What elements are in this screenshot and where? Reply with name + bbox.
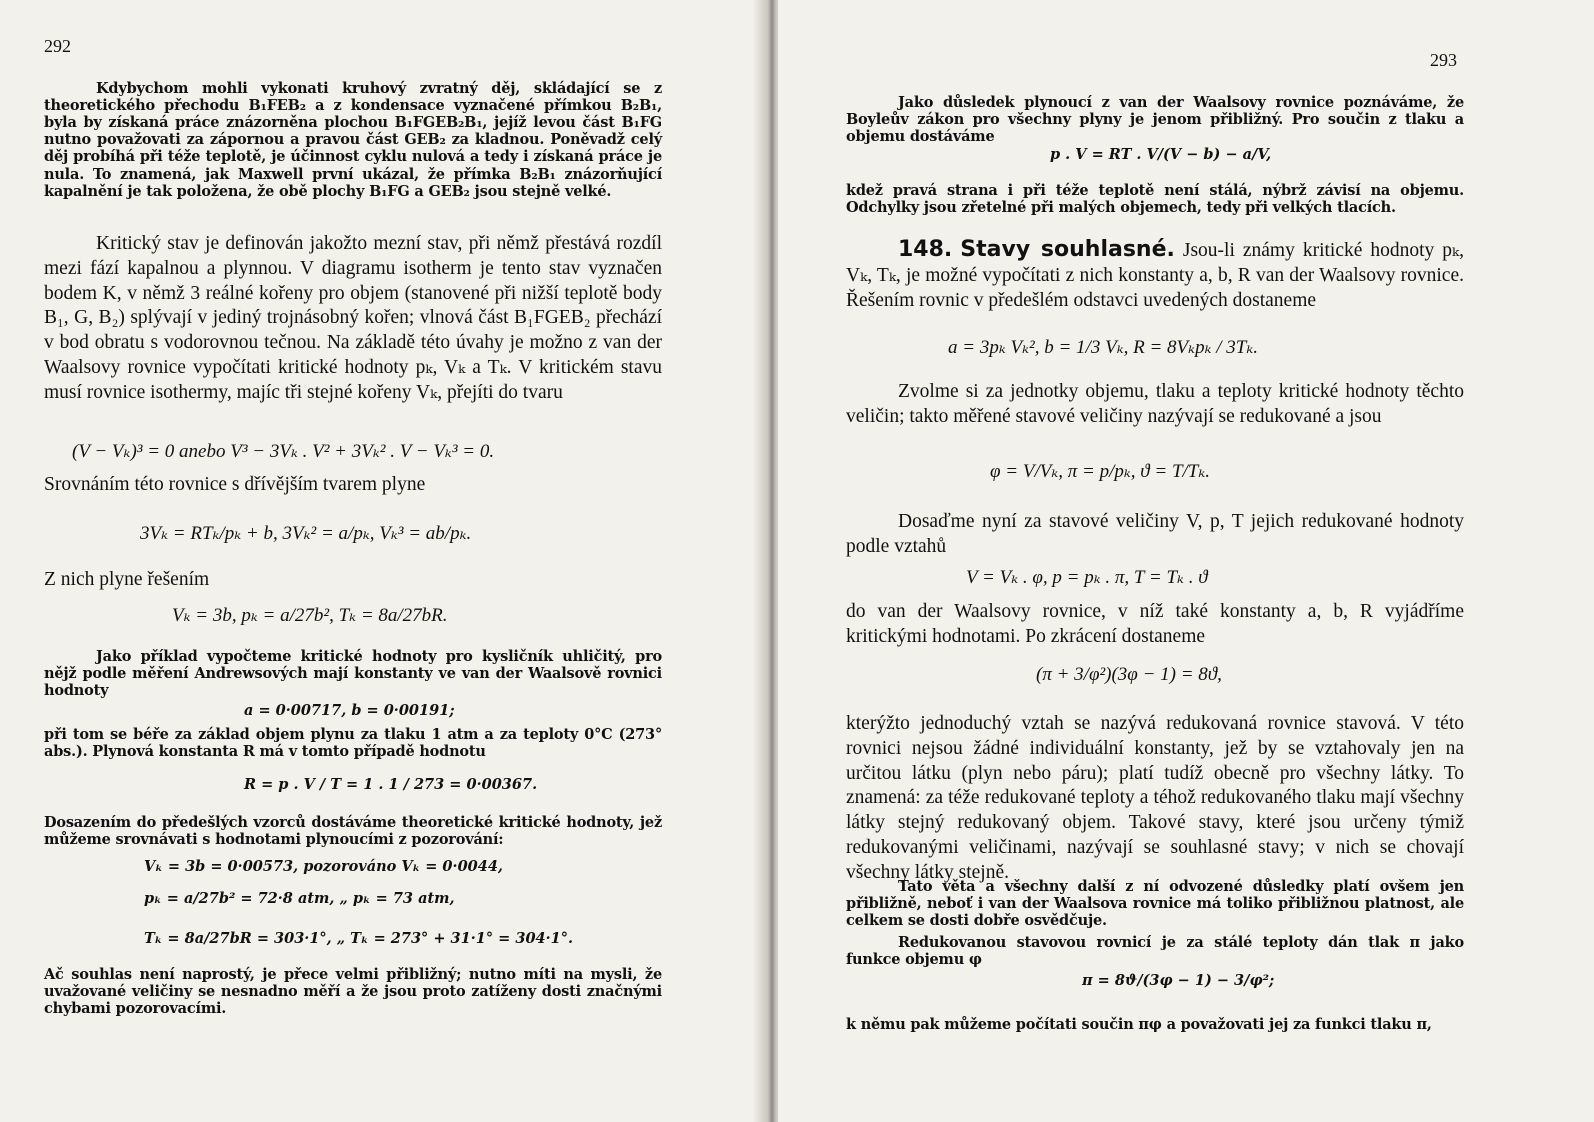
equation: (π + 3/φ²)(3φ − 1) = 8ϑ, xyxy=(1036,664,1222,685)
paragraph: Jako příklad vypočteme kritické hodnoty pro kysličník uhličitý, pro nějž podle měření Andrewsových mají konstanty ve van der Waalsově rovnici hodnoty xyxy=(44,648,662,700)
paragraph: Ač souhlas není naprostý, je přece velmi přibližný; nutno míti na mysli, že uvažované veličiny se nesnadno měří a že jsou proto zatíženy dosti značnými chybami pozorovacími. xyxy=(44,966,662,1018)
equation: π = 8ϑ/(3φ − 1) − 3/φ²; xyxy=(1082,972,1275,989)
paragraph: Dosazením do předešlých vzorců dostáváme theoretické kritické hodnoty, jež můžeme srovnávati s hodnotami plynoucími z pozorování: xyxy=(44,814,662,849)
equation: a = 0·00717, b = 0·00191; xyxy=(244,702,455,719)
equation: p . V = RT . V/(V − b) − a/V, xyxy=(1050,146,1272,163)
paragraph: Tato věta a všechny další z ní odvozené důsledky platí ovšem jen přibližně, neboť i van der Waalsova rovnice má toliko přibližnou platnost, ale celkem se dosti dobře osvědčuje. xyxy=(846,878,1464,930)
paragraph: Redukovanou stavovou rovnicí je za stálé teploty dán tlak π jako funkce objemu φ xyxy=(846,934,1464,969)
right-page xyxy=(778,0,1594,1122)
equation: Vₖ = 3b, pₖ = a/27b², Tₖ = 8a/27bR. xyxy=(172,605,448,626)
paragraph: Z nich plyne řešením xyxy=(44,569,210,590)
table-row: Vₖ = 3b = 0·00573, pozorováno Vₖ = 0·0044, xyxy=(144,858,503,875)
left-page xyxy=(0,0,770,1122)
equation: φ = V/Vₖ, π = p/pₖ, ϑ = T/Tₖ. xyxy=(990,461,1211,482)
paragraph: Dosaďme nyní za stavové veličiny V, p, T jejich redukované hodnoty podle vztahů xyxy=(846,511,1464,557)
paragraph: Srovnáním této rovnice s dřívějším tvarem plyne xyxy=(44,474,426,495)
equation: (V − Vₖ)³ = 0 anebo V³ − 3Vₖ . V² + 3Vₖ² . V − Vₖ³ = 0. xyxy=(72,441,495,462)
page-number: 293 xyxy=(1430,50,1457,70)
table-row: pₖ = a/27b² = 72·8 atm, „ pₖ = 73 atm, xyxy=(144,890,455,907)
paragraph: k němu pak můžeme počítati součin πφ a považovati jej za funkci tlaku π, xyxy=(846,1016,1432,1033)
paragraph: Zvolme si za jednotky objemu, tlaku a teploty kritické hodnoty těchto veličin; takto měřené stavové veličiny nazývají se redukované a jsou xyxy=(846,381,1464,427)
paragraph: kterýžto jednoduchý vztah se nazývá redukovaná rovnice stavová. V této rovnici nejsou žádné individuální konstanty, jež by se vztahovaly jen na určitou látku (plyn nebo páru); platí tudíž obecně pro všechny látky. To znamená: za téže redukované teploty a téhož redukovaného tlaku mají všechny látky stejný redukovaný objem. Takové stavy, které jsou určeny týmiž redukovanými veličinami, nazývají se souhlasné stavy; v nich se chovají všechny látky stejně. xyxy=(846,713,1464,883)
equation: a = 3pₖ Vₖ², b = 1/3 Vₖ, R = 8Vₖpₖ / 3Tₖ. xyxy=(948,337,1259,358)
section-number: 148. xyxy=(898,237,953,262)
equation: R = p . V / T = 1 . 1 / 273 = 0·00367. xyxy=(244,776,538,793)
paragraph: Jsou-li známy kritické hodnoty pₖ, Vₖ, Tₖ, je možné vypočítati z nich konstanty a, b, R van der Waalsovy rovnice. Řešením rovnic v předešlém odstavci uvedených dostaneme xyxy=(846,240,1464,311)
paragraph: Jako důsledek plynoucí z van der Waalsovy rovnice poznáváme, že Boyleův zákon pro všechny plyny je jenom přibližný. Pro součin z tlaku a objemu dostáváme xyxy=(846,94,1464,146)
paragraph: Kritický stav je definován jakožto mezní stav, při němž přestává rozdíl mezi fází kapalnou a plynnou. V diagramu isotherm je tento stav vyznačen bodem K, v němž 3 reálné kořeny pro objem (stanovené při nižší teplotě body B₁, G, B₂) splývají v jediný trojnásobný kořen; vlnová část B₁FGEB₂ přechází v bod obratu s vodorovnou tečnou. Na základě této úvahy je možno z van der Waalsovy rovnice vypočítati kritické hodnoty pₖ, Vₖ a Tₖ. V kritickém stavu musí rovnice isothermy, majíc tři stejné kořeny Vₖ, přejíti do tvaru xyxy=(44,233,662,403)
paragraph: Kdybychom mohli vykonati kruhový zvratný děj, skládající se z theoretického přechodu B₁FEB₂ a z kondensace vyznačené přímkou B₂B₁, byla by získaná práce znázorněna plochou B₁FGEB₂B₁, jejíž levou část B₁FG nutno považovati za zápornou a pravou část GEB₂ za kladnou. Poněvadž celý děj probíhá při téže teplotě, je účinnost cyklu nulová a tedy i získaná práce je nula. To znamená, jak Maxwell první ukázal, že přímka B₂B₁ znázorňující kapalnění je tak položena, že obě plochy B₁FG a GEB₂ jsou stejně velké. xyxy=(44,80,662,200)
table-row: Tₖ = 8a/27bR = 303·1°, „ Tₖ = 273° + 31·1° = 304·1°. xyxy=(144,930,574,947)
equation: 3Vₖ = RTₖ/pₖ + b, 3Vₖ² = a/pₖ, Vₖ³ = ab/pₖ. xyxy=(140,523,472,544)
paragraph: do van der Waalsovy rovnice, v níž také konstanty a, b, R vyjádříme kritickými hodnotami. Po zkrácení dostaneme xyxy=(846,601,1464,647)
section-148 xyxy=(846,236,1464,313)
page-number: 292 xyxy=(44,36,71,56)
paragraph: při tom se béře za základ objem plynu za tlaku 1 atm a za teploty 0°C (273° abs.). Plynová konstanta R má v tomto případě hodnotu xyxy=(44,726,662,761)
paragraph: kdež pravá strana i při téže teplotě není stálá, nýbrž závisí na objemu. Odchylky jsou zřetelné při malých objemech, tedy při velkých tlacích. xyxy=(846,182,1464,217)
section-title: Stavy souhlasné. xyxy=(960,237,1175,262)
equation: V = Vₖ . φ, p = pₖ . π, T = Tₖ . ϑ xyxy=(966,567,1208,588)
